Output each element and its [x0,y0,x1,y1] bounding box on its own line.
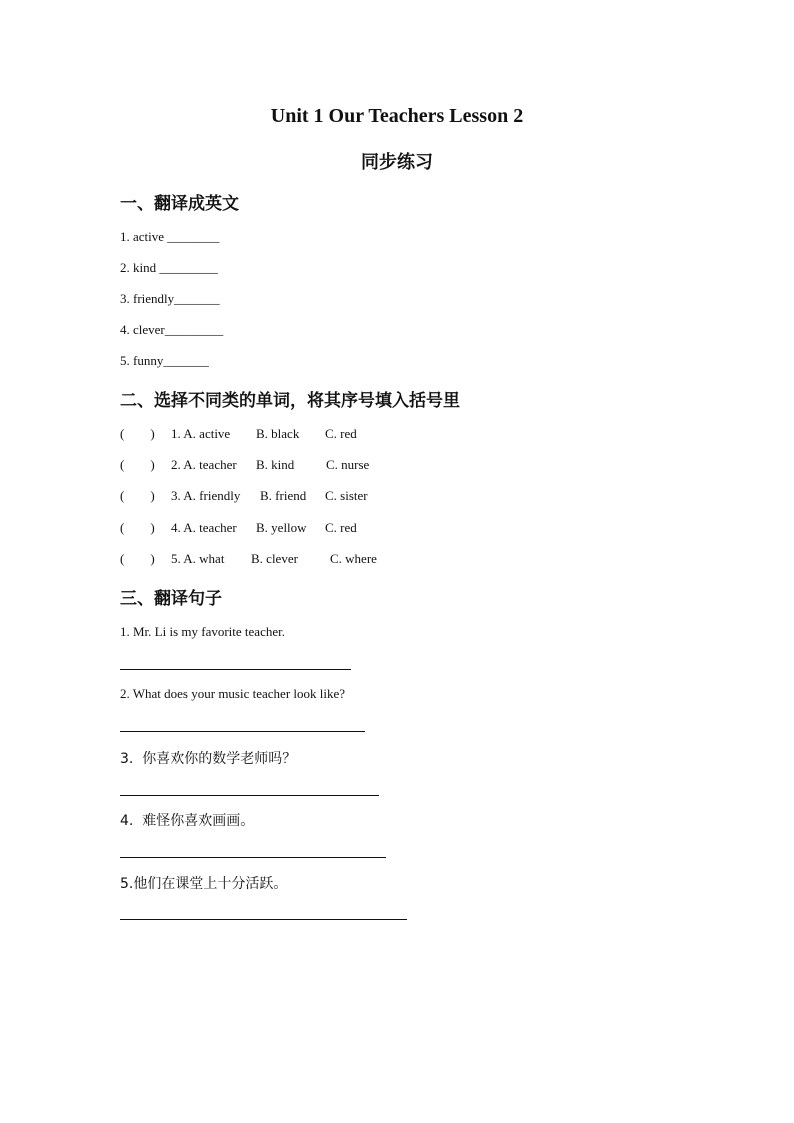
choice-3-b: B. friend [260,488,307,503]
vocab-item-1: 1. active ________ [120,229,220,244]
vocab-item-3: 3. friendly_______ [120,291,220,306]
answer-line-2 [120,731,365,732]
sentence-1: 1. Mr. Li is my favorite teacher. [120,624,285,639]
vocab-item-5: 5. funny_______ [120,353,209,368]
choice-1-c: C. red [325,426,357,441]
answer-line-1 [120,669,351,670]
answer-line-5 [120,919,407,920]
choice-4-b: B. yellow [256,520,307,535]
choice-3-a: 3. A. friendly [171,488,241,503]
section-1-heading: 一、翻译成英文 [120,194,239,214]
page-subtitle: 同步练习 [361,152,433,173]
sentence-2: 2. What does your music teacher look like? [120,686,346,701]
choice-2-a: 2. A. teacher [171,457,237,472]
choice-1-a: 1. A. active [171,426,231,441]
choice-paren-2: ( ) [120,457,155,472]
sentence-3: 3. 你喜欢你的数学老师吗？ [120,751,297,767]
section-3-heading: 三、翻译句子 [120,589,222,609]
choice-paren-4: ( ) [120,520,155,535]
choice-4-a: 4. A. teacher [171,520,237,535]
choice-paren-3: ( ) [120,488,155,503]
choice-paren-1: ( ) [120,426,155,441]
choice-3-c: C. sister [325,488,368,503]
answer-line-4 [120,857,386,858]
choice-paren-5: ( ) [120,551,155,566]
answer-line-3 [120,795,379,796]
choice-5-a: 5. A. what [171,551,225,566]
choice-2-c: C. nurse [326,457,370,472]
choice-2-b: B. kind [256,457,295,472]
vocab-item-2: 2. kind _________ [120,260,218,275]
page-title: Unit 1 Our Teachers Lesson 2 [270,105,524,127]
section-2-heading: 二、选择不同类的单词，将其序号填入括号里 [120,391,460,411]
choice-5-b: B. clever [251,551,298,566]
choice-5-c: C. where [330,551,377,566]
sentence-4: 4. 难怪你喜欢画画。 [120,813,255,829]
choice-4-c: C. red [325,520,357,535]
choice-1-b: B. black [256,426,300,441]
vocab-item-4: 4. clever_________ [120,322,224,337]
sentence-5: 5.他们在课堂上十分活跃。 [120,876,288,892]
